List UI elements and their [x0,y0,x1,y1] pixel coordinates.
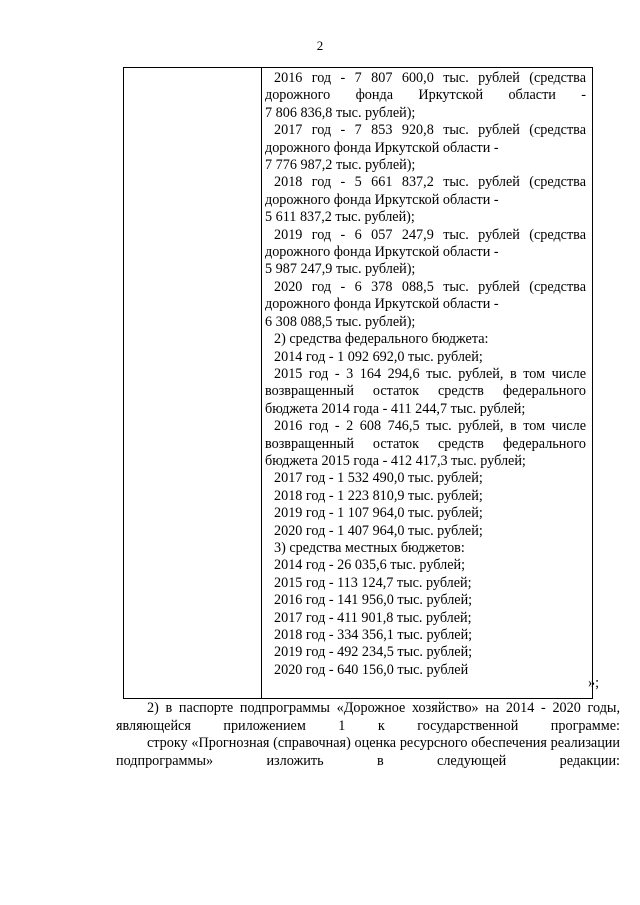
table-line: 2016 год - 141 956,0 тыс. рублей; [274,592,473,609]
table-column-divider [261,68,262,698]
table-line: 3) средства местных бюджетов: [274,539,465,556]
table-line: 2) средства федерального бюджета: [274,331,489,348]
table-line: 2018 год - 1 223 810,9 тыс. рублей; [274,487,483,504]
table-line: 5 987 247,9 тыс. рублей); [265,261,416,278]
funding-table [123,67,593,699]
table-line: 7 806 836,8 тыс. рублей); [265,104,416,121]
table-line: 2016 год - 7 807 600,0 тыс. рублей (средства [274,70,586,86]
table-line: 2018 год - 334 356,1 тыс. рублей; [274,627,473,643]
table-line: 2019 год - 1 107 964,0 тыс. рублей; [274,505,483,522]
table-line: 2020 год - 6 378 088,5 тыс. рублей (средства [274,278,586,295]
page-number: 2 [316,38,324,53]
table-line: 2015 год - 3 164 294,6 тыс. рублей, в том числе [274,365,586,382]
table-line: дорожного фонда Иркутской области - [265,244,499,261]
table-line: 5 611 837,2 тыс. рублей); [265,209,415,226]
table-line: 2017 год - 7 853 920,8 тыс. рублей (средства [274,122,586,139]
table-line: 2014 год - 26 035,6 тыс. рублей; [274,557,466,574]
table-right-cell [265,70,586,679]
table-line: 2019 год - 6 057 247,9 тыс. рублей (средства [274,226,586,243]
table-line: дорожного фонда Иркутской области - [265,191,499,208]
table-line: дорожного фонда Иркутской области - [265,296,499,313]
table-line: 2015 год - 113 124,7 тыс. рублей; [274,574,472,591]
table-line: возвращенный остаток средств федерального [265,383,586,400]
table-line: дорожного фонда Иркутской области - [265,87,586,104]
table-line: бюджета 2014 года - 411 244,7 тыс. рублей; [265,400,526,417]
table-line: 2020 год - 640 156,0 тыс. рублей [274,661,469,678]
table-line: возвращенный остаток средств федерального [265,435,586,452]
table-line: 2020 год - 1 407 964,0 тыс. рублей; [274,522,483,539]
body-text [116,700,620,770]
closing-quote: »; [588,675,600,691]
table-line: дорожного фонда Иркутской области - [265,139,499,156]
table-line: 6 308 088,5 тыс. рублей); [265,313,416,330]
body-paragraph: 2) в паспорте подпрограммы «Дорожное хозяйство» на 2014 - 2020 годы, являющейся приложением 1 к государственной программе: [116,700,620,734]
table-line: 2017 год - 1 532 490,0 тыс. рублей; [274,470,483,487]
table-line: 2018 год - 5 661 837,2 тыс. рублей (средства [274,174,586,191]
table-line: 7 776 987,2 тыс. рублей); [265,157,416,174]
table-line: 2016 год - 2 608 746,5 тыс. рублей, в том числе [274,418,586,435]
table-line: 2017 год - 411 901,8 тыс. рублей; [274,609,472,626]
table-line: 2019 год - 492 234,5 тыс. рублей; [274,644,473,661]
table-line: 2014 год - 1 092 692,0 тыс. рублей; [274,348,483,365]
table-line: бюджета 2015 года - 412 417,3 тыс. рублей; [265,452,526,469]
body-paragraph: строку «Прогнозная (справочная) оценка ресурсного обеспечения реализации подпрограммы» изложить в следующей редакции: [116,735,620,769]
